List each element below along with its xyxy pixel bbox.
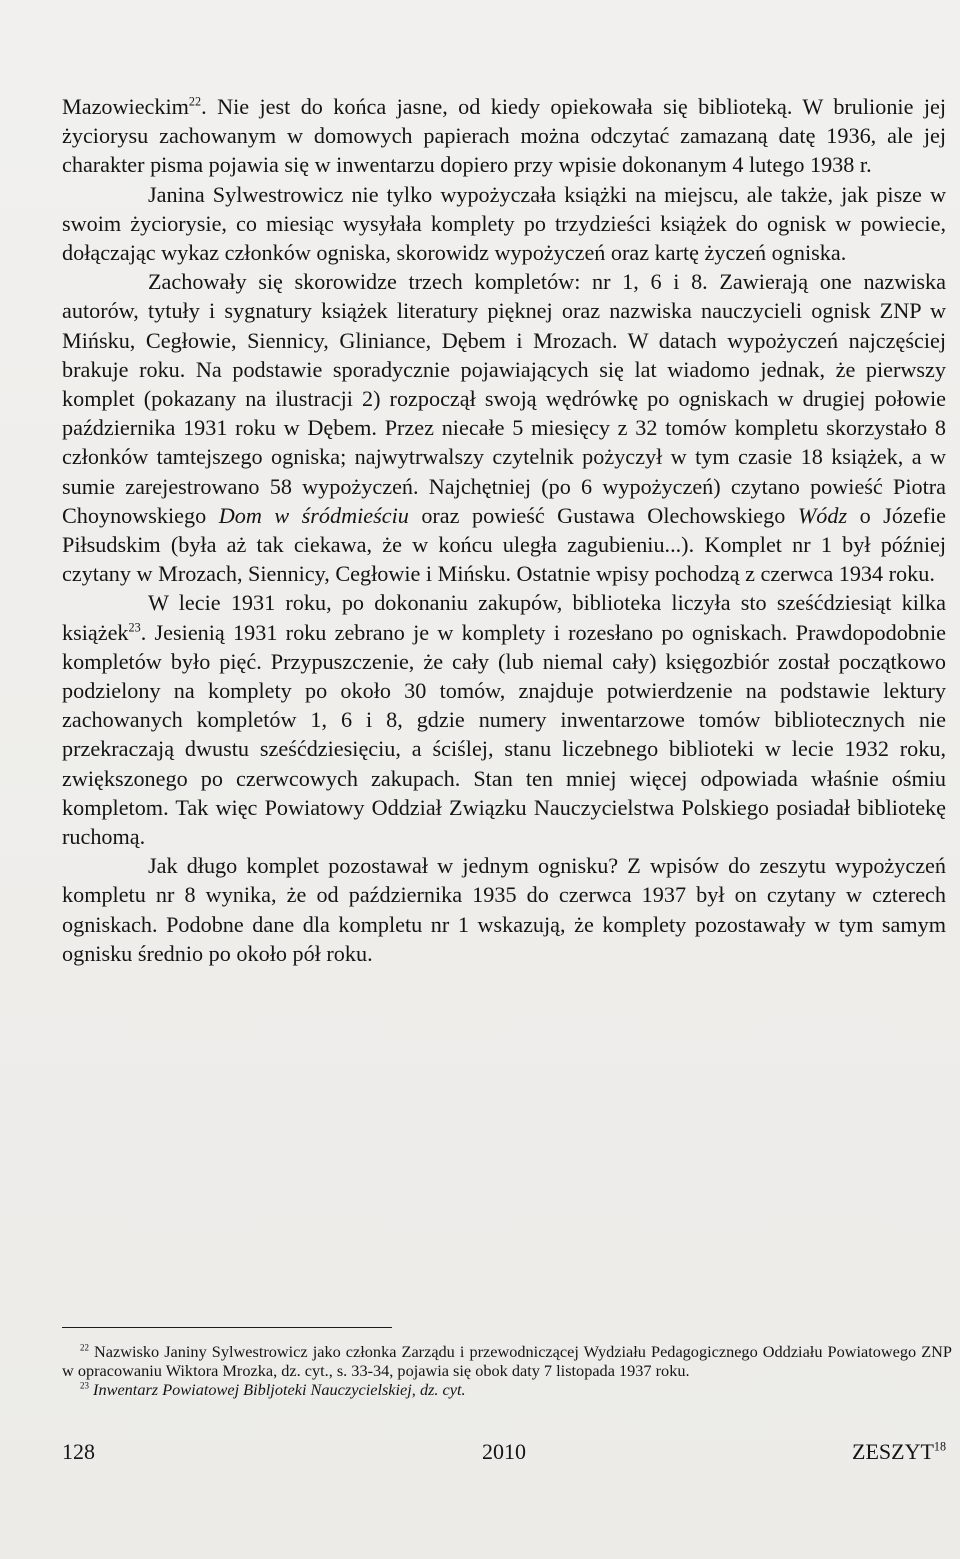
page-footer [62,1436,946,1468]
footnote-22-text: Nazwisko Janiny Sylwestrowicz jako członka Zarządu i przewodniczącej Wydziału Pedagogicznego Oddziału Powiatowego ZNP w opracowaniu Wiktora Mrozka, dz. cyt., s. 33-34, pojawia się obok daty 7 listopada 1937 roku. [62,1342,952,1380]
issue-word: ZESZYT [852,1439,934,1464]
footnote-ref-23: 23 [128,620,141,635]
footnote-23 [62,1380,952,1399]
paragraph-5: Jak długo komplet pozostawał w jednym ognisku? Z wpisów do zeszytu wypożyczeń kompletu nr 8 wynika, że od października 1935 do czerwca 1937 był on czytany w czterech ogniskach. Podobne dane dla kompletu nr 1 wskazują, że komplety pozostawały w tym samym ognisku średnio po około pół roku. [62,853,946,966]
paragraph-4-start: W lecie 1931 roku, po dokonaniu zakupów, biblioteka liczyła sto sześćdziesiąt kilka książek [62,590,946,645]
paragraph-4-end: . Jesienią 1931 roku zebrano je w komplety i rozesłano po ogniskach. Prawdopodobnie kompletów było pięć. Przypuszczenie, że cały (lub niemal cały) księgozbiór został początkowo podzielony na komplety po około 30 tomów, znajduje potwierdzenie na podstawie lektury zachowanych kompletów 1, 6 i 8, gdzie numery inwentarzowe tomów bibliotecznych nie przekraczają dwustu sześćdziesięciu, a ściślej, stanu liczebnego biblioteki w lecie 1932 roku, zwiększonego po czerwcowych zakupach. Stan ten mniej więcej odpowiada właśnie ośmiu kompletom. Tak więc Powiatowy Oddział Związku Nauczycielstwa Polskiego posiadał bibliotekę ruchomą. [62,619,946,850]
footnote-22 [62,1342,952,1380]
paragraph-2: Janina Sylwestrowicz nie tylko wypożyczała książki na miejscu, ale także, jak pisze w swoim życiorysie, co miesiąc wysyłała komplety po trzydzieści książek do ognisk w powiecie, dołączając wykaz członków ogniska, skorowidz wypożyczeń oraz kartę życzeń ogniska. [62,181,946,266]
footnote-ref-22: 22 [188,94,202,109]
publication-year: 2010 [482,1439,526,1464]
issue-label [852,1436,946,1468]
paragraph-3 [62,267,946,588]
paragraph-1 [62,92,946,180]
paragraph-3-part-3: o Józefie Piłsudskim (była aż tak ciekawa, że w końcu uległa zagubieniu...). Komplet nr 1 był później czytany w Mrozach, Siennicy, Cegłowie i Mińsku. Ostatnie wpisy pochodzą z czerwca 1934 roku. [62,502,947,587]
paragraph-1-end: . Nie jest do końca jasne, od kiedy opiekowała się biblioteką. W brulionie jej życiorysu zachowanym w domowych papierach można odczytać zamazaną datę 1936, ale jej charakter pisma pojawia się w inwentarzu dopiero przy wpisie dokonanym 4 lutego 1938 r. [62,94,946,178]
footnote-marker-23: 23 [80,1380,89,1391]
paragraph-4 [62,588,946,851]
paragraph-3-part-1: Zachowały się skorowidze trzech kompletów: nr 1, 6 i 8. Zawierają one nazwiska autorów, tytuły i sygnatury książek literatury pięknej oraz nazwiska nauczycieli ognisk ZNP w Mińsku, Cegłowie, Siennicy, Gliniance, Dębem i Mrozach. W datach wypożyczeń najczęściej brakuje roku. Na podstawie sporadycznie pojawiających się lat wiadomo jednak, że pierwszy komplet (pokazany na ilustracji 2) rozpoczął swoją wędrówkę po ogniskach w drugiej połowie października 1931 roku w Dębem. Przez niecałe 5 miesięcy z 32 tomów kompletu skorzystało 8 członków tamtejszego ogniska; najwytrwalszy czytelnik pożyczył w tym czasie 18 książek, a w sumie zarejestrowano 58 wypożyczeń. Najchętniej (po 6 wypożyczeń) czytano powieść Piotra Choynowskiego [62,269,946,528]
footnote-marker-22: 22 [80,1342,89,1353]
page-number: 128 [62,1439,95,1464]
paragraph-3-part-2: oraz powieść Gustawa Olechowskiego [408,502,798,528]
issue-number: 18 [933,1439,946,1454]
book-title-wodz: Wódz [797,502,848,528]
footnotes [62,1342,952,1399]
book-title-dom-w-srodmiesciu: Dom w śródmieściu [218,502,409,528]
footnote-divider [62,1327,392,1328]
footnote-23-text: Inwentarz Powiatowej Bibljoteki Nauczycielskiej, dz. cyt. [88,1380,466,1399]
main-text [62,92,946,968]
paragraph-1-start: Mazowieckim [62,94,189,119]
